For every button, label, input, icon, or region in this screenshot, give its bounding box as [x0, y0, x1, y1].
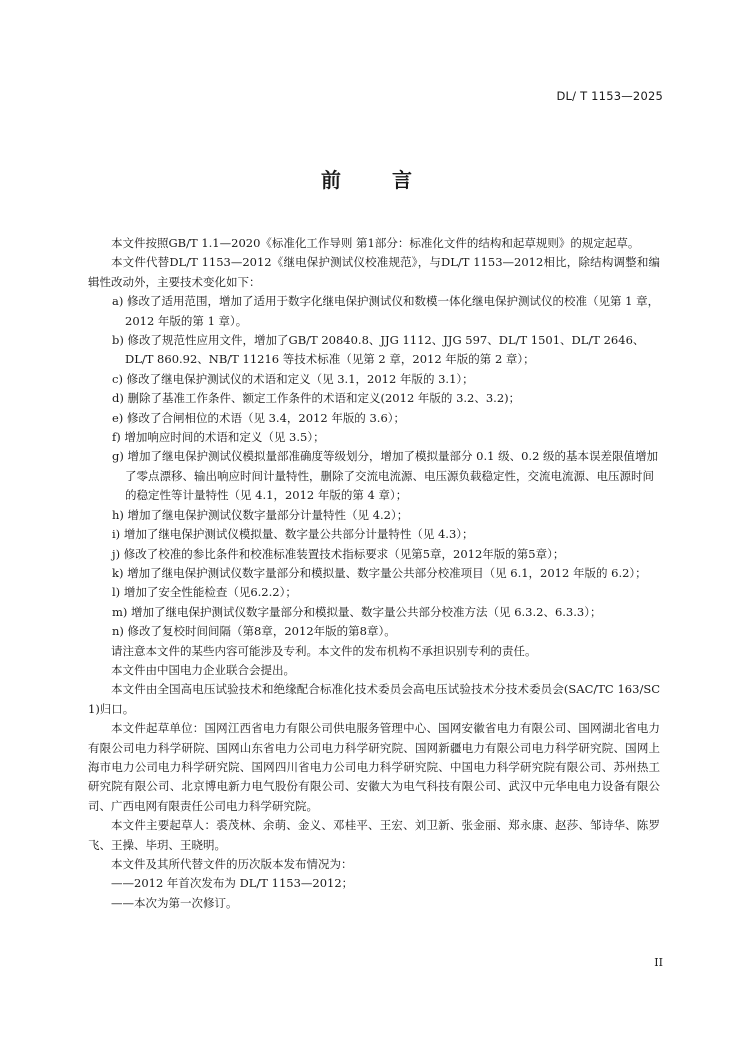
paragraph-proposer: 本文件由中国电力企业联合会提出。 [111, 662, 295, 677]
paragraph-patent: 请注意本文件的某些内容可能涉及专利。本文件的发布机构不承担识别专利的责任。 [111, 643, 537, 658]
paragraph-drafting-units: 本文件起草单位：国网江西省电力有限公司供电服务管理中心、国网安徽省电力有限公司、国网湖北省电力有限公司电力科学研院、国网山东省电力公司电力科学研究院、国网新疆电力有限公司电力科学研究院、国网上海市电力公司电力科学研究院、国网四川省电力公司电力科学研究院、中国电力科学研究院有限公司、苏州热工研究院有限公司、北京博电新力电气股份有限公司、安徽大为电气科技有限公司、武汉中元华电电力设备有限公司、广西电网有限责任公司电力科学研究院。 [88, 721, 660, 813]
history-item-1: ——2012 年首次发布为 DL/T 1153—2012； [111, 876, 354, 891]
foreword-body [88, 234, 660, 913]
change-item-e: e) 修改了合闸相位的术语（见 3.4，2012 年版的 3.6）； [112, 410, 406, 425]
change-item-m: m) 增加了继电保护测试仪数字量部分和模拟量、数字量公共部分校准方法（见 6.3.2、6.3.3）； [112, 604, 602, 619]
change-item-j: j) 修改了校准的参比条件和校准标准装置技术指标要求（见第5章，2012年版的第5章）； [112, 546, 565, 561]
change-item-h: h) 增加了继电保护测试仪数字量部分计量特性（见 4.2）； [112, 507, 409, 522]
paragraph-drafting-rules: 本文件按照GB/T 1.1—2020《标准化工作导则 第1部分：标准化文件的结构和起草规则》的规定起草。 [111, 236, 640, 250]
change-item-n: n) 修改了复校时间间隔（第8章，2012年版的第8章）。 [112, 624, 396, 639]
change-item-g: g) 增加了继电保护测试仪模拟量部准确度等级划分，增加了模拟量部分 0.1 级、0.2 级的基本误差限值增加了零点漂移、输出响应时间计量特性，删除了交流电流源、电压源负载稳定性，交流电流源、电压源时间的稳定性等计量特性（见 4.1，2012 年版的第 4 章）； [112, 449, 659, 503]
page-number: II [654, 956, 663, 969]
paragraph-history-intro: 本文件及其所代替文件的历次版本发布情况为： [111, 857, 353, 871]
standard-code: DL/ T 1153—2025 [556, 89, 663, 103]
paragraph-drafters: 本文件主要起草人：裘茂林、余萌、金义、邓桂平、王宏、刘卫新、张金丽、郑永康、赵莎、邹诗华、陈罗飞、王操、毕玥、王晓明。 [88, 818, 660, 852]
change-item-b: b) 修改了规范性应用文件，增加了GB/T 20840.8、JJG 1112、JJG 597、DL/T 1501、DL/T 2646、DL/T 860.92、NB/T 11216 等技术标准（见第 2 章，2012 年版的第 2 章）； [112, 333, 645, 367]
change-item-k: k) 增加了继电保护测试仪数字量部分和模拟量、数字量公共部分校准项目（见 6.1，2012 年版的 6.2）； [112, 565, 647, 580]
paragraph-replacement: 本文件代替DL/T 1153—2012《继电保护测试仪校准规范》，与DL/T 1153—2012相比，除结构调整和编辑性改动外，主要技术变化如下： [88, 255, 660, 289]
history-item-2: ——本次为第一次修订。 [111, 895, 238, 910]
change-item-c: c) 修改了继电保护测试仪的术语和定义（见 3.1，2012 年版的 3.1）； [112, 371, 474, 386]
paragraph-administrator: 本文件由全国高电压试验技术和绝缘配合标准化技术委员会高电压试验技术分技术委员会(SAC/TC 163/SC 1)归口。 [88, 682, 660, 716]
change-item-d: d) 删除了基准工作条件、额定工作条件的术语和定义(2012 年版的 3.2、3.2)； [112, 391, 521, 406]
change-item-i: i) 增加了继电保护测试仪模拟量、数字量公共部分计量特性（见 4.3）； [112, 527, 474, 542]
page-title: 前 言 [321, 168, 434, 192]
change-item-a: a) 修改了适用范围，增加了适用于数字化继电保护测试仪和数模一体化继电保护测试仪的校准（见第 1 章，2012 年版的第 1 章）。 [112, 294, 660, 328]
change-item-l: l) 增加了安全性能检查（见6.2.2）； [112, 585, 297, 600]
change-item-f: f) 增加响应时间的术语和定义（见 3.5）； [112, 430, 325, 445]
